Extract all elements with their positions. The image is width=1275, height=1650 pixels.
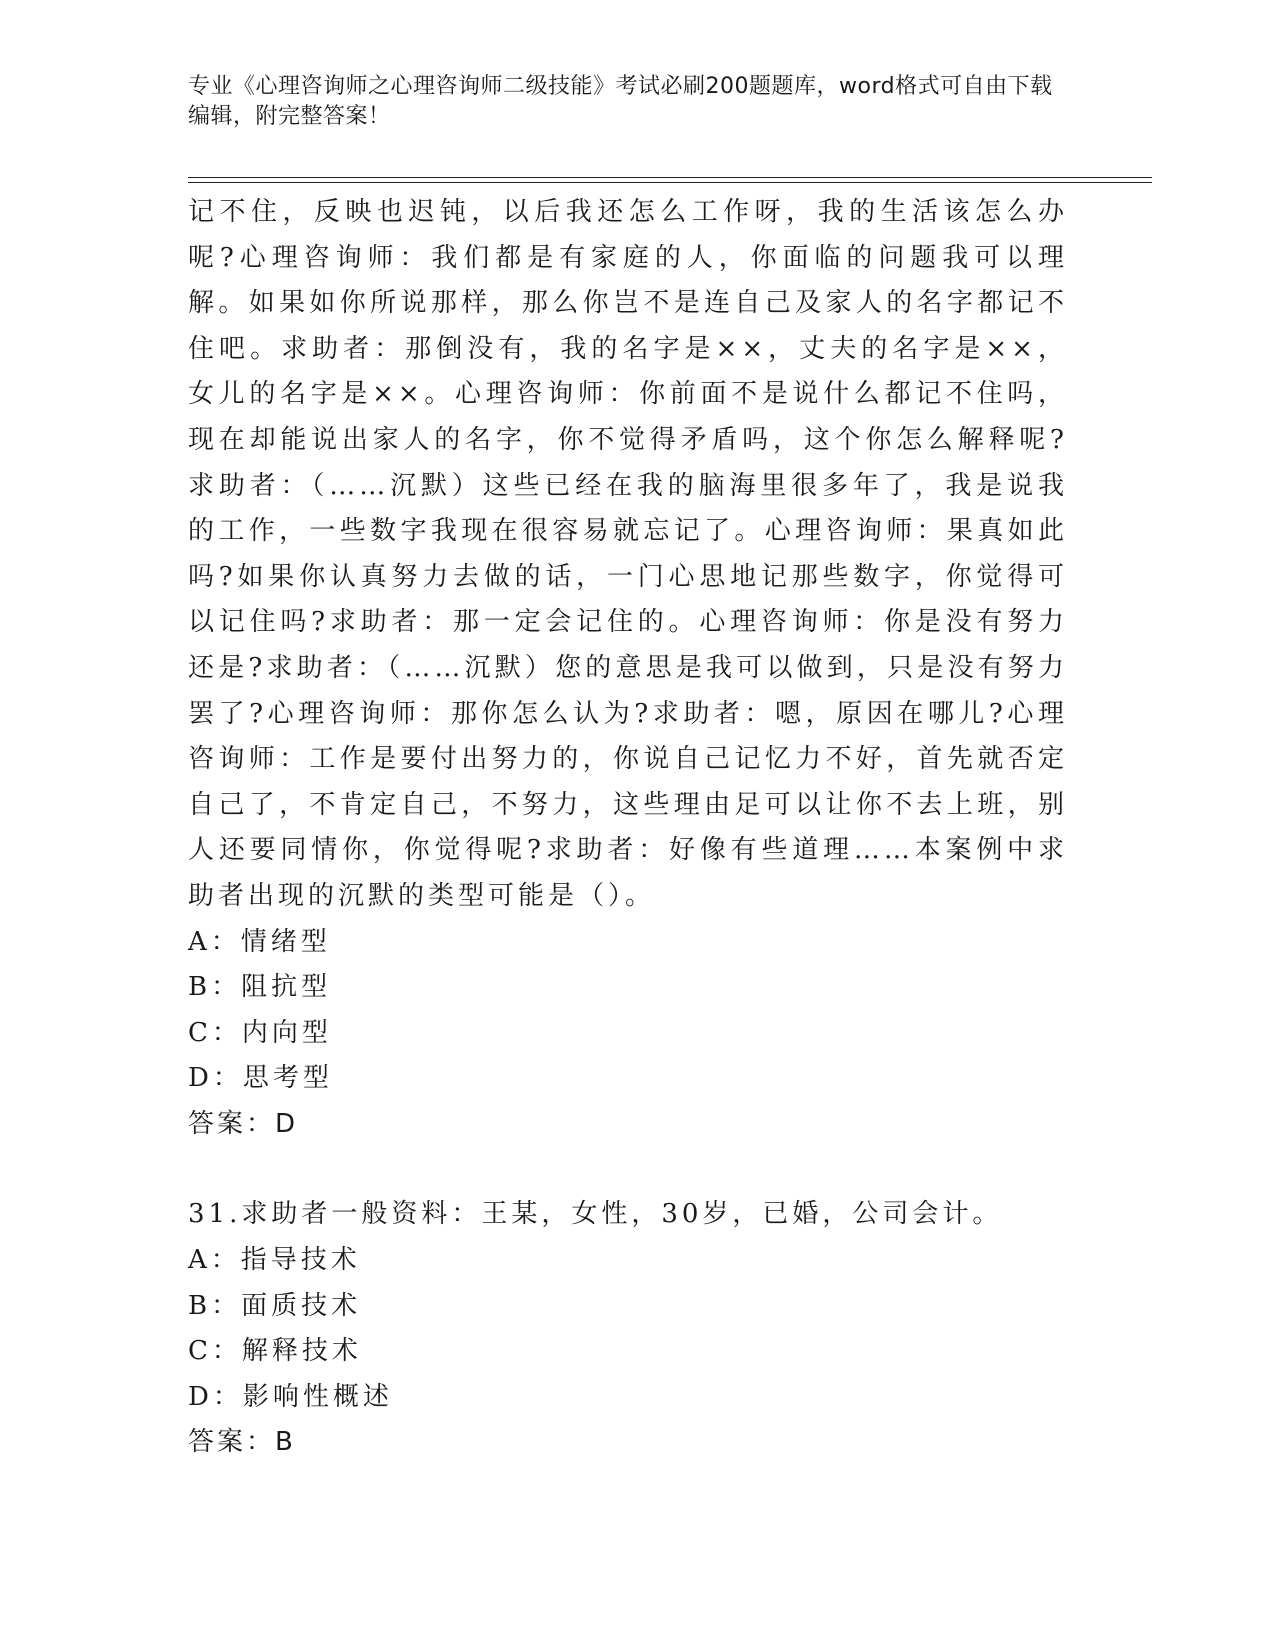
question-30-option-d: D：思考型 — [188, 1063, 333, 1094]
question-30-answer: 答案：D — [188, 1108, 299, 1139]
question-31-answer: 答案：B — [188, 1427, 296, 1458]
question-31-option-a: A：指导技术 — [188, 1245, 361, 1276]
question-30-body: 记不住，反映也迟钝，以后我还怎么工作呀，我的生活该怎么办呢?心理咨询师：我们都是有家庭的人，你面临的问题我可以理解。如果如你所说那样，那么你岂不是连自己及家人的名字都记不住吧。求助者：那倒没有，我的名字是××，丈夫的名字是××，女儿的名字是××。心理咨询师：你前面不是说什么都记不住吗，现在却能说出家人的名字，你不觉得矛盾吗，这个你怎么解释呢?求助者：（……沉默）这些已经在我的脑海里很多年了，我是说我的工作，一些数字我现在很容易就忘记了。心理咨询师：果真如此吗?如果你认真努力去做的话，一门心思地记那些数字，你觉得可以记住吗?求助者：那一定会记住的。心理咨询师：你是没有努力还是?求助者：（……沉默）您的意思是我可以做到，只是没有努力罢了?心理咨询师：那你怎么认为?求助者：嗯，原因在哪儿?心理咨询师：工作是要付出努力的，你说自己记忆力不好，首先就否定自己了，不肯定自己，不努力，这些理由足可以让你不去上班，别人还要同情你，你觉得呢?求助者：好像有些道理……本案例中求助者出现的沉默的类型可能是（）。 — [188, 197, 1068, 911]
page-content — [188, 190, 1068, 1466]
header-rule-bottom — [188, 182, 1152, 183]
question-31-option-b: B：面质技术 — [188, 1290, 362, 1321]
document-header: 专业《心理咨询师之心理咨询师二级技能》考试必刷200题题库，word格式可自由下载编辑，附完整答案！ — [188, 74, 1053, 129]
question-30-option-a: A：情绪型 — [188, 926, 331, 957]
question-30-option-c: C：内向型 — [188, 1017, 332, 1048]
header-rule-top — [188, 177, 1152, 178]
question-31-stem: 31.求助者一般资料：王某，女性，30岁，已婚，公司会计。 — [188, 1199, 1003, 1230]
question-31-option-c: C：解释技术 — [188, 1336, 362, 1367]
question-30-option-b: B：阻抗型 — [188, 972, 332, 1003]
question-31-option-d: D：影响性概述 — [188, 1381, 393, 1412]
question-spacer — [188, 1147, 1068, 1192]
